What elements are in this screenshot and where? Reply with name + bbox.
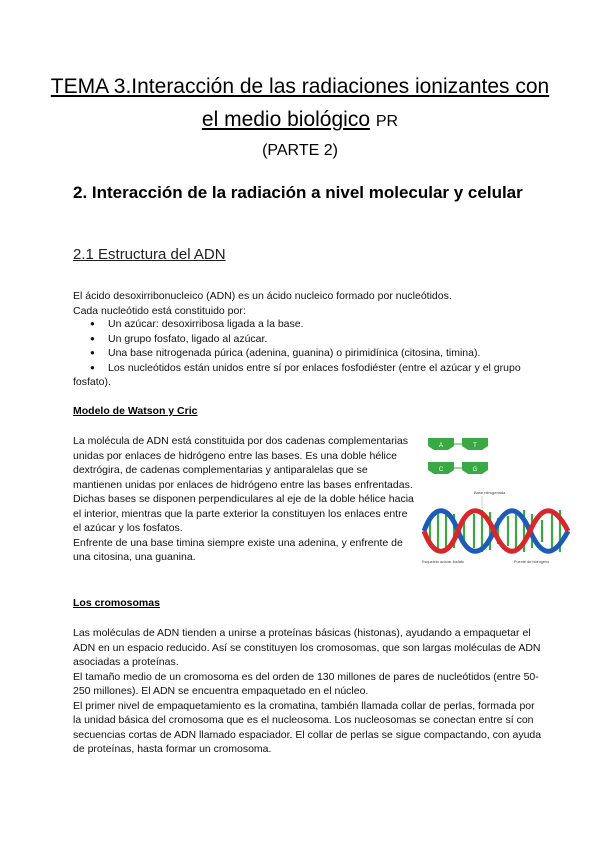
cromosomas-p2: El tamaño medio de un cromosoma es del orden de 130 millones de pares de nucleótidos (entre 50-250 millones). El ADN se encuentra empaquetado en el núcleo. <box>73 670 539 697</box>
watson-p2: Dichas bases se disponen perpendiculares al eje de la doble hélice hacia el interior, mientras que la parte exterior la constituyen los enlaces entre el azúcar y los fosfatos. <box>73 493 414 534</box>
double-helix <box>424 510 568 552</box>
base-c-label: C <box>438 467 444 473</box>
watson-heading: Modelo de Watson y Cric <box>73 405 198 417</box>
cromosomas-heading: Los cromosomas <box>73 597 160 609</box>
intro-line-1: El ácido desoxirribonucleico (ADN) es un ácido nucleico formado por nucleótidos. <box>73 290 452 302</box>
cromosomas-p1: Las moléculas de ADN tienden a unirse a proteínas básicas (histonas), ayudando a empaquetar el ADN en un espacio reducido. Así se constituyen los cromosomas, que son largas moléculas de ADN asociadas a proteínas. <box>73 627 541 668</box>
cromosomas-p3: El primer nivel de empaquetamiento es la cromatina, también llamada collar de perlas, formada por la unidad básica del cromosoma que es el nucleosoma. Los nucleosomas se conectan entre sí con secuencias cortas de ADN llamado espaciador. El collar de perlas se sigue compactando, con ayuda de proteínas, hasta formar un cromosoma. <box>73 699 542 755</box>
title-suffix: PR <box>375 113 399 130</box>
list-item: ● Una base nitrogenada púrica (adenina, guanina) o pirimidínica (citosina, timina). <box>73 346 543 361</box>
base-t-label: T <box>473 443 477 449</box>
watson-p1: La molécula de ADN está constituida por dos cadenas complementarias unidas por enlaces de hidrógeno entre las bases. Es una doble hélice dextrógira, de cadenas complementarias y antiparalelas que se mantienen unidas por enlaces de hidrógeno entre las bases enfrentadas. <box>73 435 413 491</box>
list-item: ● Los nucleótidos están unidos entre sí por enlaces fosfodiéster (entre el azúcar y el grupo fosfato). <box>73 361 543 390</box>
watson-p3: Enfrente de una base timina siempre existe una adenina, y enfrente de una citosina, una guanina. <box>73 536 403 563</box>
label-esqueleto: Esqueleto azúcar-fosfato <box>422 560 465 564</box>
subsection-heading: 2.1 Estructura del ADN <box>73 246 226 263</box>
title-part: (PARTE 2) <box>262 142 338 159</box>
nucleotide-list <box>73 317 543 390</box>
base-pair-diagram <box>428 438 488 474</box>
document-title <box>50 70 550 162</box>
base-g-label: G <box>472 467 478 473</box>
title-main: TEMA 3.Interacción de las radiaciones ionizantes con el medio biológico <box>50 75 550 131</box>
list-item: ● Un azúcar: desoxirribosa ligada a la base. <box>73 317 543 332</box>
cromosomas-paragraph <box>73 626 543 757</box>
label-puente-hidrogeno: Puente de hidrógeno <box>514 560 550 564</box>
dna-figure <box>422 432 572 567</box>
section-heading: 2. Interacción de la radiación a nivel molecular y celular <box>73 183 523 202</box>
intro-line-2: Cada nucleótido está constituido por: <box>73 304 246 317</box>
base-a-label: A <box>438 443 444 449</box>
watson-paragraph <box>73 434 418 565</box>
list-item: ● Un grupo fosfato, ligado al azúcar. <box>73 332 543 347</box>
intro-paragraph <box>73 289 543 318</box>
label-base-nitrogenada: Base nitrogenada <box>474 490 506 495</box>
